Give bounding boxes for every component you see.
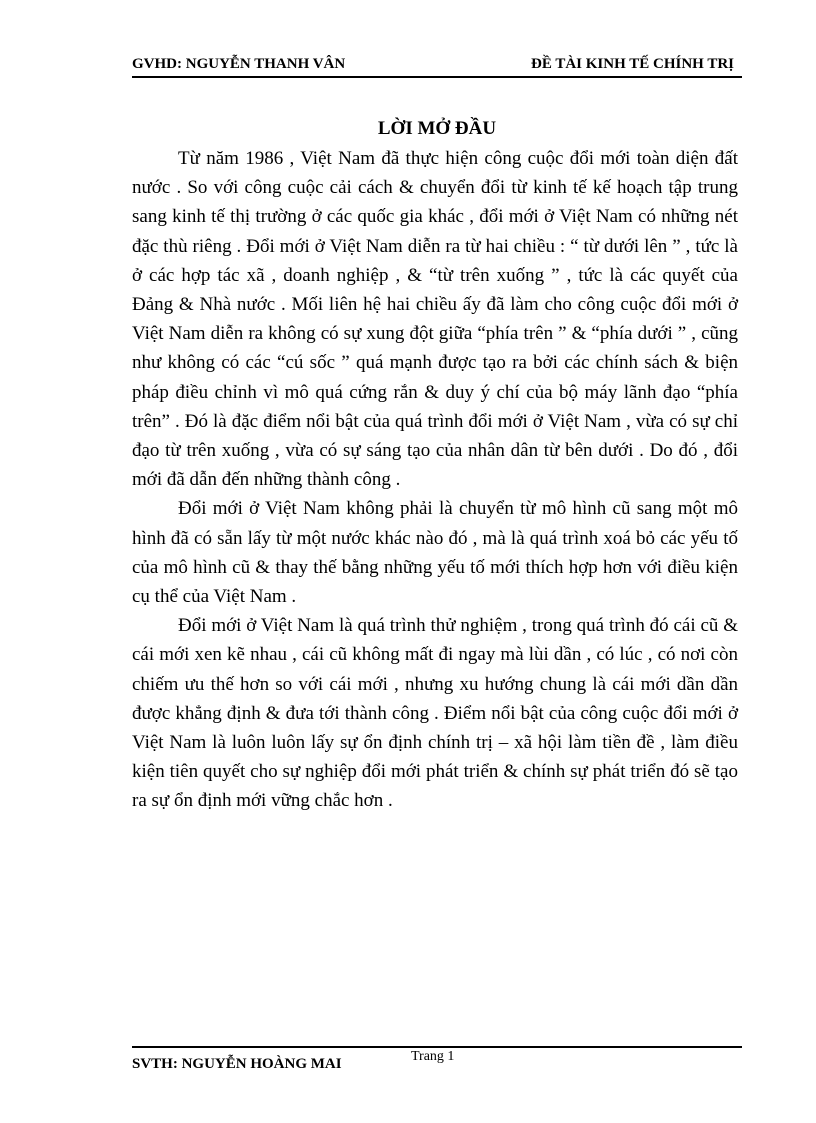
page-header	[132, 54, 742, 78]
paragraph: Đổi mới ở Việt Nam là quá trình thử nghiệm , trong quá trình đó cái cũ & cái mới xen kẽ nhau , cái cũ không mất đi ngay mà lùi dần , có lúc , có nơi còn chiếm ưu thế hơn so với cái mới , nhưng xu hướng chung là cái mới dần dần được khẳng định & đưa tới thành công . Điểm nổi bật của công cuộc đổi mới ở Việt Nam là luôn luôn lấy sự ổn định chính trị – xã hội làm tiền đề , làm điều kiện tiên quyết cho sự nghiệp đổi mới phát triển & chính sự phát triển đó sẽ tạo ra sự ổn định mới vững chắc hơn .	[132, 615, 738, 812]
topic-label: ĐỀ TÀI KINH TẾ CHÍNH TRỊ	[531, 56, 734, 72]
document-body	[132, 144, 738, 816]
footer-divider	[132, 1046, 742, 1048]
paragraph: Từ năm 1986 , Việt Nam đã thực hiện công cuộc đổi mới toàn diện đất nước . So với công cuộc cải cách & chuyển đổi từ kinh tế kế hoạch tập trung sang kinh tế thị trường ở các quốc gia khác , đổi mới ở Việt Nam có những nét đặc thù riêng . Đổi mới ở Việt Nam diễn ra từ hai chiều : “ từ dưới lên ” , tức là ở các hợp tác xã , doanh nghiệp , & “từ trên xuống ” , tức là các quyết của Đảng & Nhà nước . Mối liên hệ hai chiều ấy đã làm cho công cuộc đổi mới ở Việt Nam diễn ra không có sự xung đột giữa “phía trên ” & “phía dưới ” , cũng như không có các “cú sốc ” quá mạnh được tạo ra bởi các chính sách & biện pháp điều chỉnh vì mô quá cứng rắn & duy ý chí của bộ máy lãnh đạo “phía trên” . Đó là đặc điểm nổi bật của quá trình đổi mới ở Việt Nam , vừa có sự chỉ đạo từ trên xuống , vừa có sự sáng tạo của nhân dân từ bên dưới . Do đó , đổi mới đã dẫn đến những thành công .	[132, 148, 738, 491]
page-number: Trang 1	[411, 1049, 455, 1064]
advisor-label: GVHD: NGUYỄN THANH VÂN	[132, 56, 346, 72]
student-label: SVTH: NGUYỄN HOÀNG MAI	[132, 1056, 342, 1072]
paragraph: Đổi mới ở Việt Nam không phải là chuyển từ mô hình cũ sang một mô hình đã có sẵn lấy từ một nước khác nào đó , mà là quá trình xoá bỏ các yếu tố của mô hình cũ & thay thế bằng những yếu tố mới thích hợp hơn với điều kiện cụ thể của Việt Nam .	[132, 498, 738, 608]
document-title: LỜI MỞ ĐẦU	[377, 118, 497, 139]
